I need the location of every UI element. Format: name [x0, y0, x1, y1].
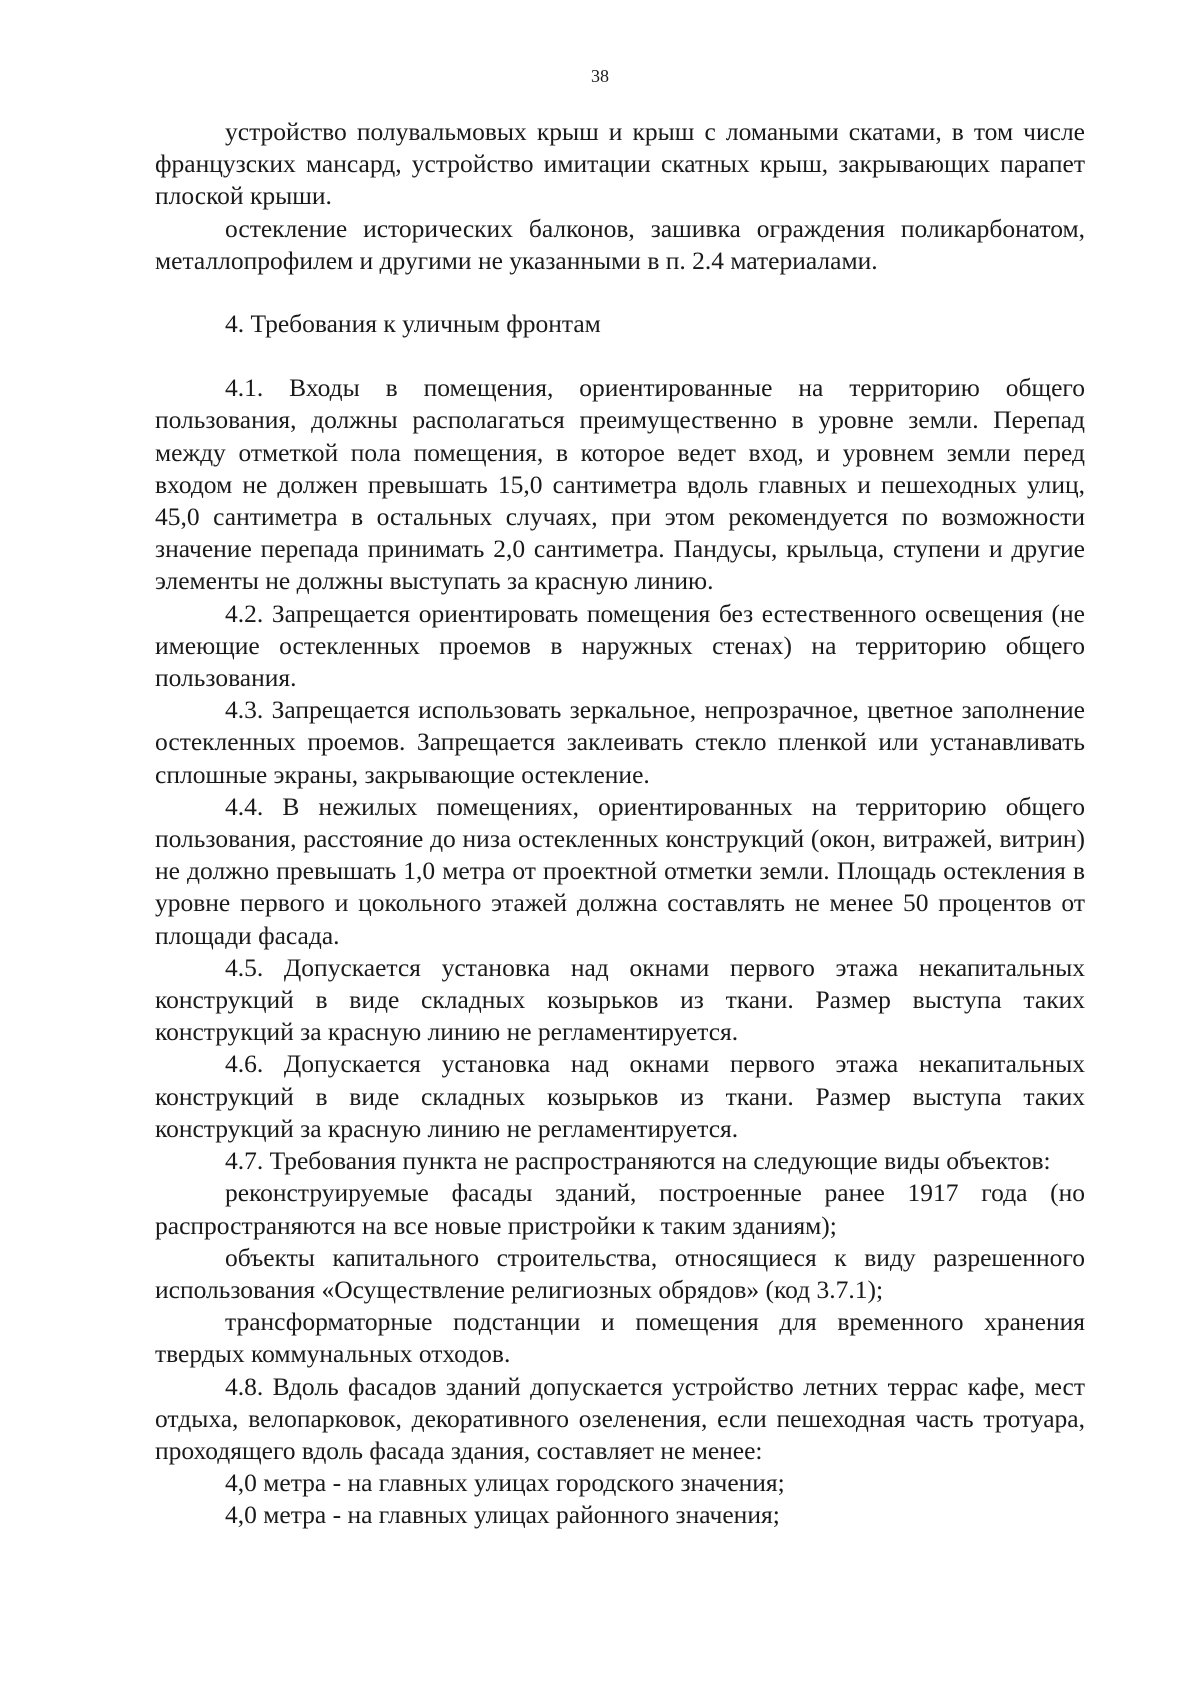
section-heading: 4. Требования к уличным фронтам — [225, 309, 601, 339]
paragraph: устройство полувальмовых крыш и крыш с ломаными скатами, в том числе французских мансард, устройство имитации скатных крыш, закрывающих парапет плоской крыши. — [155, 117, 1085, 211]
list-item: реконструируемые фасады зданий, построенные ранее 1917 года (но распространяются на все новые пристройки к таким зданиям); — [155, 1178, 1085, 1240]
paragraph-4-5: 4.5. Допускается установка над окнами первого этажа некапитальных конструкций в виде складных козырьков из ткани. Размер выступа таких конструкций за красную линию не регламентируется. — [155, 952, 1085, 1047]
list-item: объекты капитального строительства, относящиеся к виду разрешенного использования «Осуществление религиозных обрядов» (код 3.7.1); — [155, 1242, 1085, 1304]
spacer — [155, 340, 1085, 372]
page-number: 38 — [591, 66, 609, 86]
document-body — [155, 116, 1085, 1532]
paragraph-4-3: 4.3. Запрещается использовать зеркальное, непрозрачное, цветное заполнение остекленных проемов. Запрещается заклеивать стекло пленкой или устанавливать сплошные экраны, закрывающие остекление. — [155, 695, 1085, 789]
paragraph-4-7: 4.7. Требования пункта не распространяются на следующие виды объектов: — [225, 1146, 1051, 1176]
paragraph-4-4: 4.4. В нежилых помещениях, ориентированных на территорию общего пользования, расстояние до низа остекленных конструкций (окон, витражей, витрин) не должно превышать 1,0 метра от проектной отметки земли. Площадь остекления в уровне первого и цокольного этажей должна составлять не менее 50 процентов от площади фасада. — [155, 791, 1085, 950]
spacer — [155, 277, 1085, 308]
list-item: трансформаторные подстанции и помещения для временного хранения твердых коммунальных отходов. — [155, 1307, 1085, 1369]
paragraph-4-8: 4.8. Вдоль фасадов зданий допускается устройство летних террас кафе, мест отдыха, велопарковок, декоративного озеленения, если пешеходная часть тротуара, проходящего вдоль фасада здания, составляет не менее: — [155, 1371, 1085, 1465]
paragraph-4-2: 4.2. Запрещается ориентировать помещения без естественного освещения (не имеющие остекленных проемов в наружных стенах) на территорию общего пользования. — [155, 598, 1085, 693]
list-item: 4,0 метра - на главных улицах городского значения; — [225, 1468, 785, 1498]
list-item: 4,0 метра - на главных улицах районного значения; — [225, 1500, 780, 1530]
paragraph-4-6: 4.6. Допускается установка над окнами первого этажа некапитальных конструкций в виде складных козырьков из ткани. Размер выступа таких конструкций за красную линию не регламентируется. — [155, 1049, 1085, 1143]
paragraph-4-1: 4.1. Входы в помещения, ориентированные на территорию общего пользования, должны располагаться преимущественно в уровне земли. Перепад между отметкой пола помещения, в которое ведет вход, и уровнем земли перед входом не должен превышать 15,0 сантиметра вдоль главных и пешеходных улиц, 45,0 сантиметра в остальных случаях, при этом рекомендуется по возможности значение перепада принимать 2,0 сантиметра. Пандусы, крыльца, ступени и другие элементы не должны выступать за красную линию. — [155, 373, 1085, 596]
paragraph: остекление исторических балконов, зашивка ограждения поликарбонатом, металлопрофилем и другими не указанными в п. 2.4 материалами. — [155, 213, 1085, 275]
